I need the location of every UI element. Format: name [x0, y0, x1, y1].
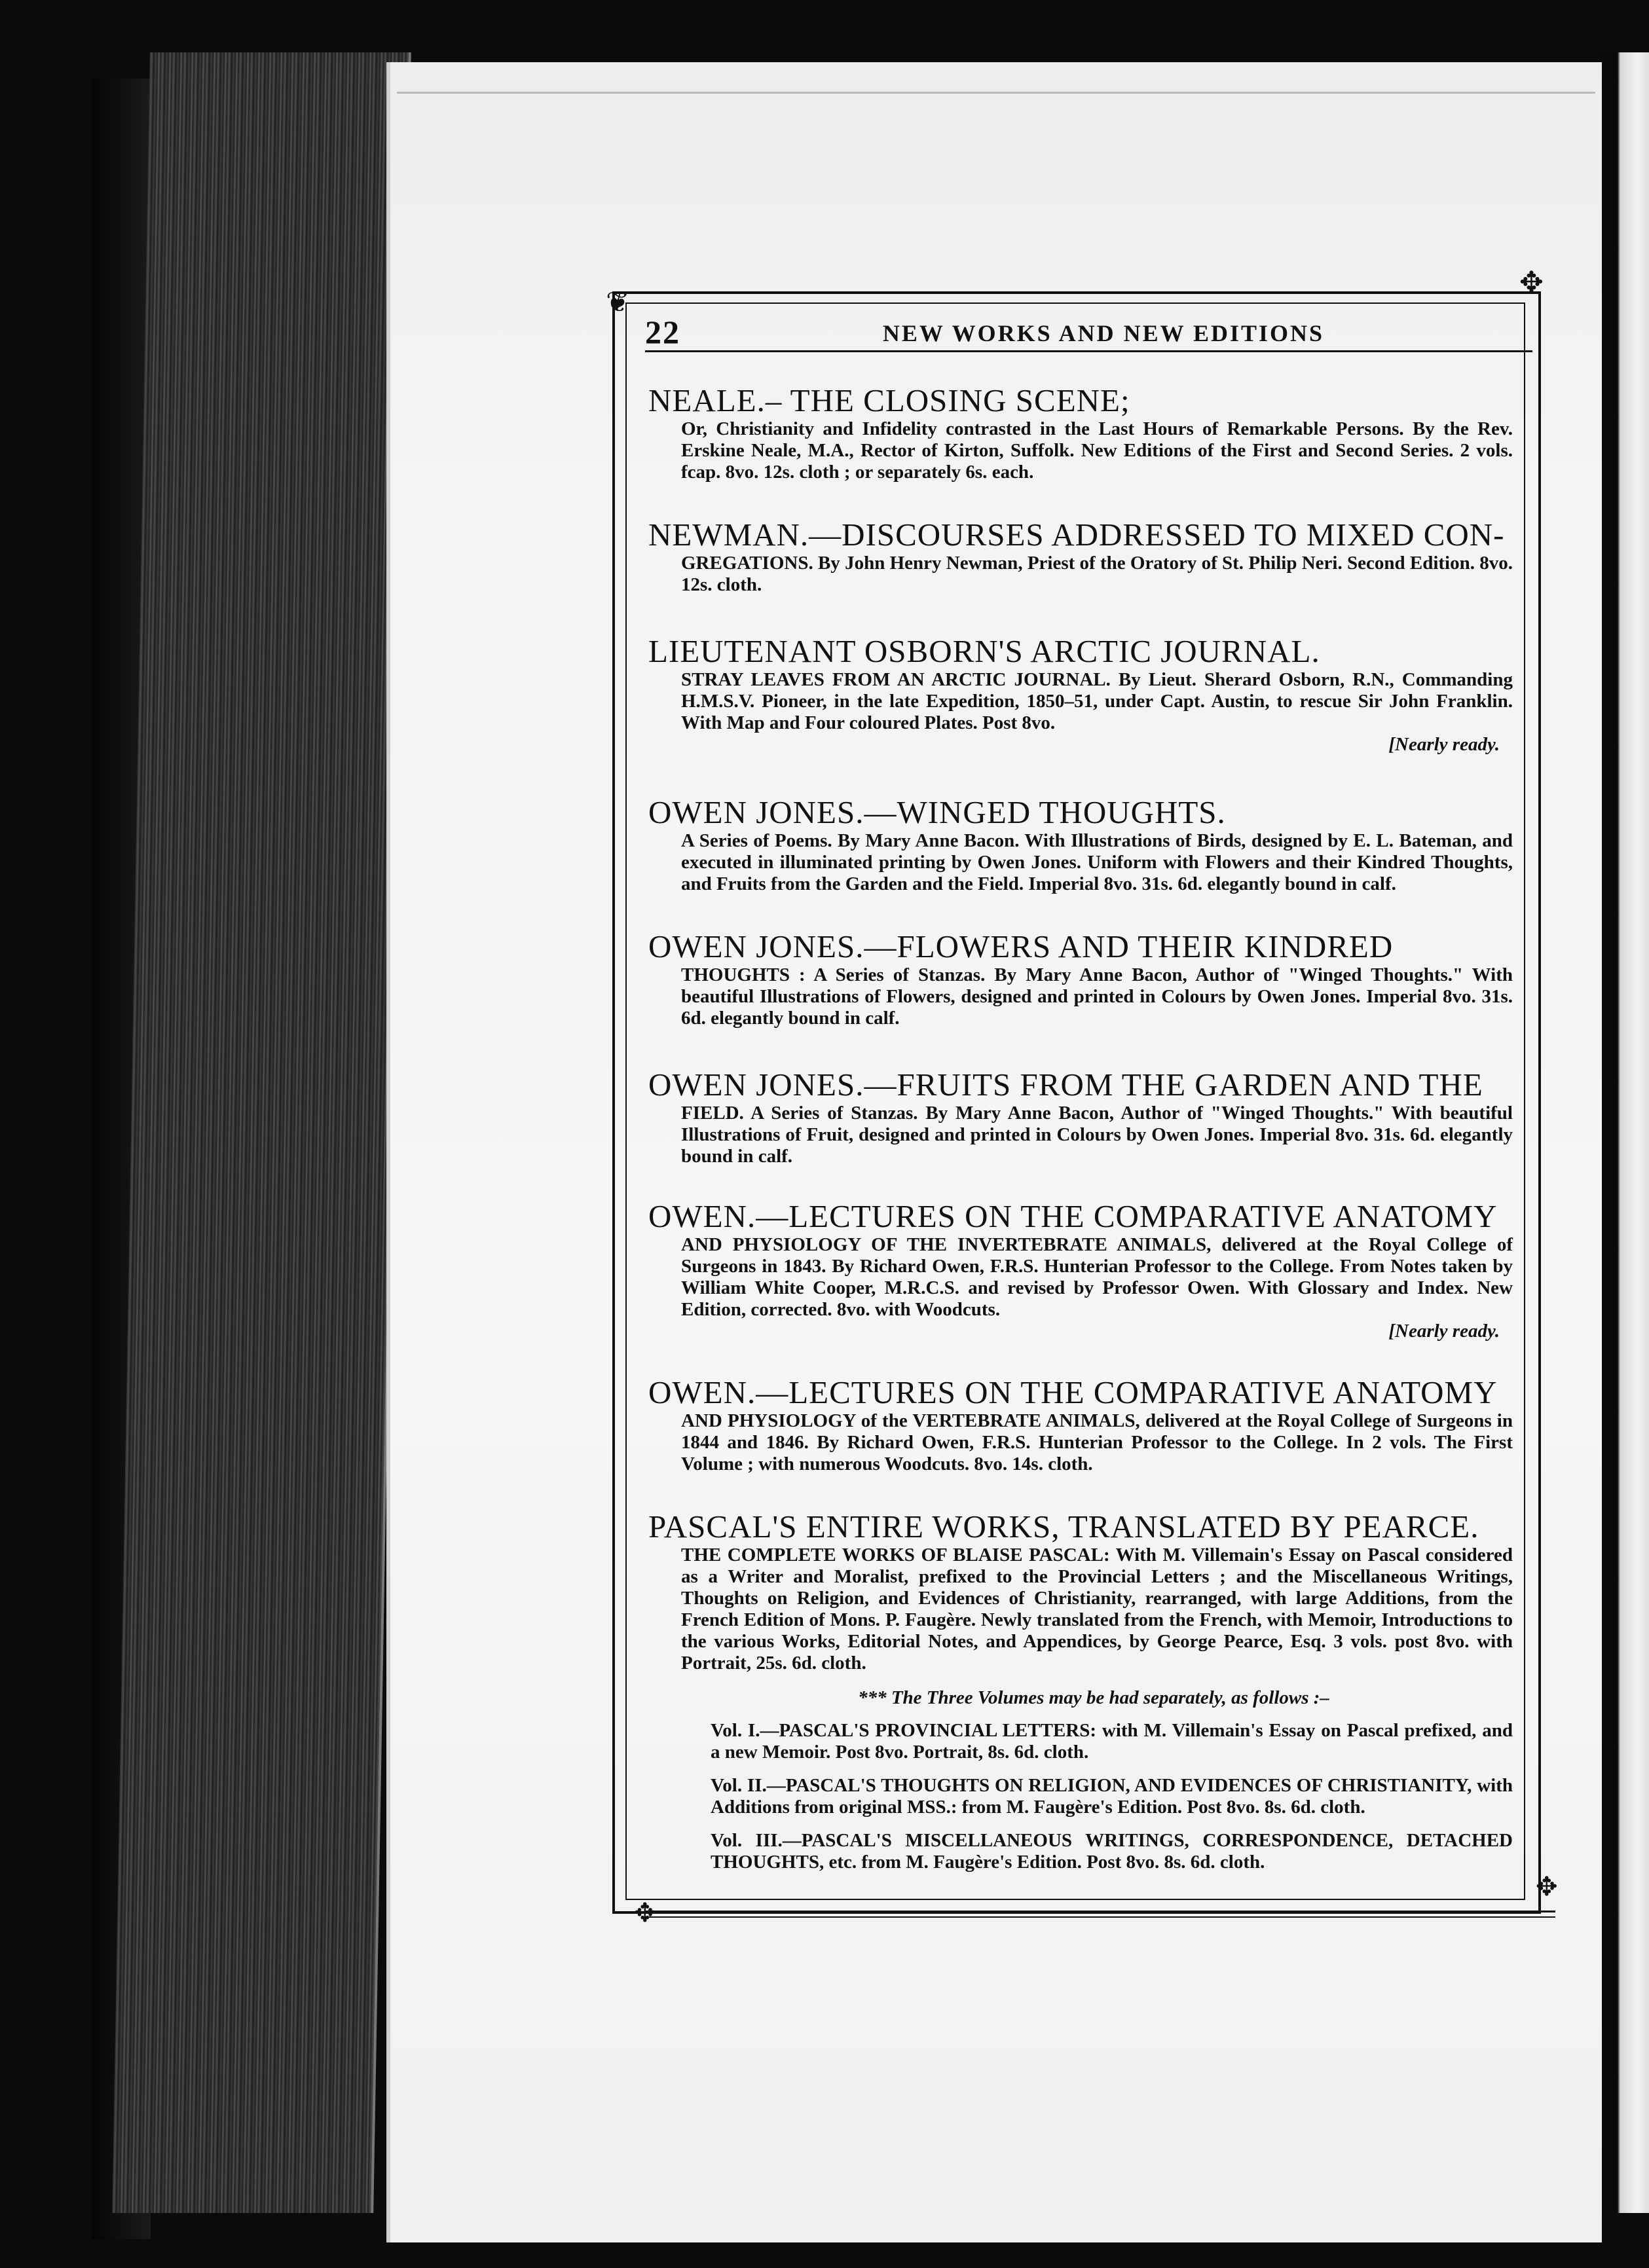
entry-neale: [648, 383, 1513, 483]
entry-heading: OWEN.—LECTURES ON THE COMPARATIVE ANATOMY: [648, 1198, 1498, 1234]
entry-heading: OWEN JONES.—FRUITS FROM THE GARDEN AND THE: [648, 1067, 1483, 1103]
entry-description: THE COMPLETE WORKS OF BLAISE PASCAL: With M. Villemain's Essay on Pascal considered as a Writer and Moralist, prefixed to the Provincial Letters ; and the Miscellaneous Writings, Thoughts on Religion, and Evidences of Christianity, rearranged, with large Additions, from the French Edition of Mons. P. Faugère. Newly translated from the French, with Memoir, Introductions to the various Works, Editorial Notes, and Appendices, by George Pearce, Esq. 3 vols. post 8vo. with Portrait, 25s. 6d. cloth.: [681, 1545, 1513, 1674]
entry-osborn: [648, 634, 1513, 756]
entry-note: [Nearly ready.: [1388, 734, 1500, 755]
page-top-rule: [397, 92, 1595, 94]
corner-ornament-bottom-left: ✥: [634, 1898, 656, 1928]
entry-description: A Series of Poems. By Mary Anne Bacon. With Illustrations of Birds, designed by E. L. Bateman, and executed in illuminated printing by Owen Jones. Uniform with Flowers and their Kindred Thoughts, and Fruits from the Garden and the Field. Imperial 8vo. 31s. 6d. elegantly bound in calf.: [681, 830, 1513, 894]
bottom-double-rule: [645, 1911, 1555, 1918]
page-header: [645, 313, 1510, 352]
entry-description: FIELD. A Series of Stanzas. By Mary Anne Bacon, Author of "Winged Thoughts." With beautiful Illustrations of Fruit, designed and printed in Colours by Owen Jones. Imperial 8vo. 31s. 6d. elegantly bound in calf.: [681, 1103, 1513, 1167]
entry-owen-invertebrate: [648, 1199, 1513, 1342]
entry-heading: OWEN JONES.—FLOWERS AND THEIR KINDRED: [648, 928, 1394, 964]
entry-owen-vertebrate: [648, 1375, 1513, 1475]
book-page-edges: [112, 52, 411, 2213]
entry-note: [Nearly ready.: [1388, 1321, 1500, 1342]
entry-pascal: [648, 1509, 1513, 1674]
entry-heading: LIEUTENANT OSBORN'S ARCTIC JOURNAL.: [648, 633, 1320, 669]
corner-ornament-bottom-right: ✥: [1536, 1872, 1558, 1901]
entry-heading: OWEN.—LECTURES ON THE COMPARATIVE ANATOMY: [648, 1374, 1498, 1410]
running-title: NEW WORKS AND NEW EDITIONS: [882, 320, 1325, 346]
header-rule: [645, 350, 1532, 352]
entry-flowers: [648, 929, 1513, 1029]
page-number: 22: [645, 314, 680, 350]
entry-heading: NEWMAN.—DISCOURSES ADDRESSED TO MIXED CON-: [648, 517, 1505, 553]
entry-heading: NEALE.– THE CLOSING SCENE;: [648, 382, 1130, 418]
entry-description: Or, Christianity and Infidelity contrasted in the Last Hours of Remarkable Persons. By the Rev. Erskine Neale, M.A., Rector of Kirton, Suffolk. New Editions of the First and Second Series. 2 vols. fcap. 8vo. 12s. cloth ; or separately 6s. each.: [681, 418, 1513, 483]
volume-item: Vol. I.—PASCAL'S PROVINCIAL LETTERS: with M. Villemain's Essay on Pascal prefixed, and a new Memoir. Post 8vo. Portrait, 8s. 6d. cloth.: [711, 1720, 1513, 1763]
entry-description: AND PHYSIOLOGY OF THE INVERTEBRATE ANIMALS, delivered at the Royal College of Surgeons in 1843. By Richard Owen, F.R.S. Hunterian Professor to the College. From Notes taken by William White Cooper, M.R.C.S. and revised by Professor Owen. With Glossary and Index. New Edition, corrected. 8vo. with Woodcuts.: [681, 1234, 1513, 1320]
next-page-edge: [1598, 52, 1649, 2213]
corner-ornament-top-left: ❦: [606, 286, 630, 318]
volume-item: Vol. II.—PASCAL'S THOUGHTS ON RELIGION, AND EVIDENCES OF CHRISTIANITY, with Additions from original MSS.: from M. Faugère's Edition. Post 8vo. 8s. 6d. cloth.: [711, 1775, 1513, 1818]
volume-item: Vol. III.—PASCAL'S MISCELLANEOUS WRITINGS, CORRESPONDENCE, DETACHED THOUGHTS, etc. from M. Faugère's Edition. Post 8vo. 8s. 6d. cloth.: [711, 1830, 1513, 1873]
entry-heading: PASCAL'S ENTIRE WORKS, TRANSLATED BY PEARCE.: [648, 1509, 1479, 1545]
volumes-intro: *** The Three Volumes may be had separately, as follows :–: [858, 1687, 1329, 1708]
entry-fruits: [648, 1067, 1513, 1167]
entry-description: STRAY LEAVES FROM AN ARCTIC JOURNAL. By Lieut. Sherard Osborn, R.N., Commanding H.M.S.V. Pioneer, in the late Expedition, 1850–51, under Capt. Austin, to rescue Sir John Franklin. With Map and Four coloured Plates. Post 8vo.: [681, 669, 1513, 733]
corner-ornament-top-right: ✥: [1519, 266, 1544, 299]
entry-description: GREGATIONS. By John Henry Newman, Priest of the Oratory of St. Philip Neri. Second Edition. 8vo. 12s. cloth.: [681, 553, 1513, 595]
entry-description: THOUGHTS : A Series of Stanzas. By Mary Anne Bacon, Author of "Winged Thoughts." With beautiful Illustrations of Flowers, designed and printed in Colours by Owen Jones. Imperial 8vo. 31s. 6d. elegantly bound in calf.: [681, 964, 1513, 1029]
entry-heading: OWEN JONES.—WINGED THOUGHTS.: [648, 794, 1226, 830]
entry-newman: [648, 517, 1513, 596]
advertisement-list: [648, 383, 1513, 1885]
entry-description: AND PHYSIOLOGY of the VERTEBRATE ANIMALS, delivered at the Royal College of Surgeons in 1844 and 1846. By Richard Owen, F.R.S. Hunterian Professor to the College. In 2 vols. The First Volume ; with numerous Woodcuts. 8vo. 14s. cloth.: [681, 1410, 1513, 1474]
entry-winged-thoughts: [648, 795, 1513, 895]
